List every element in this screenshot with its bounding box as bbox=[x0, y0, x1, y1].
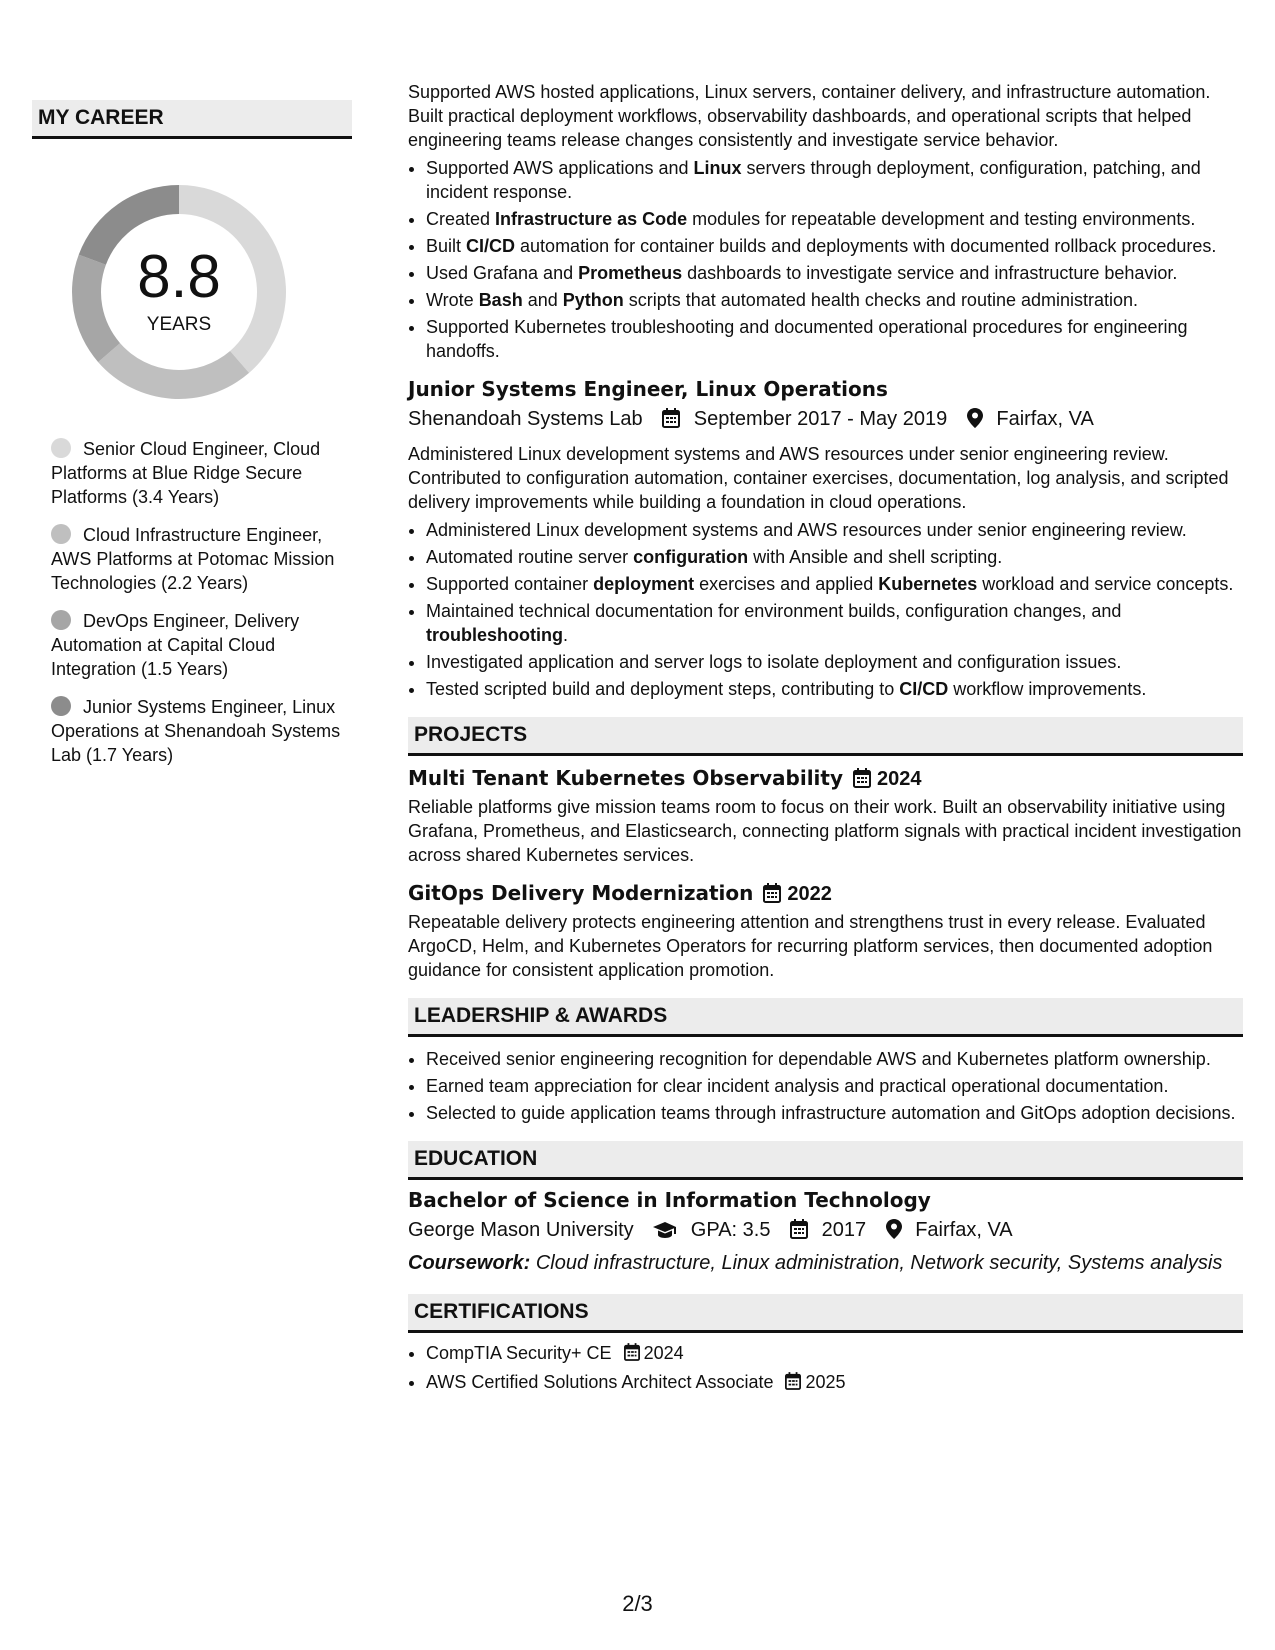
cert-item bbox=[426, 1370, 1243, 1396]
legend-item bbox=[51, 695, 352, 767]
keyword: Python bbox=[562, 290, 624, 310]
legend-dot-icon bbox=[51, 524, 71, 544]
leadership-section bbox=[408, 998, 1243, 1125]
keyword: Kubernetes bbox=[878, 574, 978, 594]
cert-year: 2025 bbox=[805, 1372, 846, 1392]
calendar-icon bbox=[662, 407, 680, 437]
career-legend bbox=[32, 437, 352, 767]
legend-label: DevOps Engineer, Delivery Automation at Capital Cloud Integration (1.5 Years) bbox=[51, 611, 300, 679]
project-year: 2022 bbox=[787, 883, 832, 905]
graduation-cap-icon bbox=[653, 1218, 677, 1248]
edu-meta bbox=[408, 1215, 1243, 1248]
certifications-list bbox=[408, 1341, 1243, 1396]
project-name: GitOps Delivery Modernization bbox=[408, 881, 754, 905]
project-entry bbox=[408, 879, 1243, 982]
list-item: • Administered Linux development systems and AWS resources under senior engineering review. bbox=[426, 518, 1243, 542]
donut-value: 8.8 bbox=[137, 243, 221, 310]
project-name: Multi Tenant Kubernetes Observability bbox=[408, 766, 844, 790]
cert-item bbox=[426, 1341, 1243, 1367]
cert-name: AWS Certified Solutions Architect Associate bbox=[426, 1372, 774, 1392]
project-entry bbox=[408, 764, 1243, 867]
list-item: • Used Grafana and Prometheus dashboards to investigate service and infrastructure behavior. bbox=[426, 261, 1243, 285]
calendar-icon bbox=[853, 767, 871, 795]
projects-header: PROJECTS bbox=[408, 717, 1243, 756]
job-entry-junior-systems bbox=[408, 375, 1243, 701]
job-summary: Supported AWS hosted applications, Linux servers, container delivery, and infrastructure automation. Built practical deployment workflows, observability dashboards, and operational scripts that helped engineering teams release changes consistently and investigate service behavior. bbox=[408, 82, 1211, 150]
list-item: • Built CI/CD automation for container builds and deployments with documented rollback procedures. bbox=[426, 234, 1243, 258]
list-item: • Maintained technical documentation for environment builds, configuration changes, and troubleshooting. bbox=[426, 599, 1243, 647]
projects-section bbox=[408, 717, 1243, 982]
legend-label: Junior Systems Engineer, Linux Operations at Shenandoah Systems Lab (1.7 Years) bbox=[51, 697, 341, 765]
edu-year: 2017 bbox=[821, 1219, 867, 1241]
list-item: • Selected to guide application teams through infrastructure automation and GitOps adoption decisions. bbox=[426, 1101, 1243, 1125]
list-item: • Created Infrastructure as Code modules for repeatable development and testing environments. bbox=[426, 207, 1243, 231]
list-item: • Supported Kubernetes troubleshooting and documented operational procedures for engineering handoffs. bbox=[426, 315, 1243, 363]
legend-item bbox=[51, 609, 352, 681]
keyword: Infrastructure as Code bbox=[495, 209, 688, 229]
list-item: • Supported AWS applications and Linux servers through deployment, configuration, patching, and incident response. bbox=[426, 156, 1243, 204]
career-header: MY CAREER bbox=[32, 100, 352, 139]
keyword: CI/CD bbox=[466, 236, 516, 256]
certifications-header: CERTIFICATIONS bbox=[408, 1294, 1243, 1333]
legend-item bbox=[51, 523, 352, 595]
job-bullets bbox=[408, 156, 1243, 363]
legend-label: Cloud Infrastructure Engineer, AWS Platforms at Potomac Mission Technologies (2.2 Years) bbox=[51, 525, 335, 593]
list-item: • Investigated application and server logs to isolate deployment and configuration issues. bbox=[426, 650, 1243, 674]
edu-location: Fairfax, VA bbox=[915, 1219, 1013, 1241]
edu-school: George Mason University bbox=[408, 1219, 634, 1241]
education-section bbox=[408, 1141, 1243, 1278]
cert-date bbox=[773, 1372, 845, 1392]
legend-dot-icon bbox=[51, 696, 71, 716]
keyword: configuration bbox=[633, 547, 749, 567]
legend-item bbox=[51, 437, 352, 509]
legend-label: Senior Cloud Engineer, Cloud Platforms at Blue Ridge Secure Platforms (3.4 Years) bbox=[51, 439, 321, 507]
job-entry-senior-cloud bbox=[408, 80, 1243, 363]
edu-coursework bbox=[408, 1248, 1243, 1278]
list-item: • Automated routine server configuration with Ansible and shell scripting. bbox=[426, 545, 1243, 569]
legend-dot-icon bbox=[51, 438, 71, 458]
project-desc: Repeatable delivery protects engineering attention and strengthens trust in every release. Evaluated ArgoCD, Helm, and Kubernetes Operators for recurring platform services, then documented adoption guidance for consistent application promotion. bbox=[408, 912, 1213, 980]
certifications-section bbox=[408, 1294, 1243, 1396]
project-title bbox=[408, 879, 1243, 910]
list-item: • Tested scripted build and deployment steps, contributing to CI/CD workflow improvements. bbox=[426, 677, 1243, 701]
edu-degree: Bachelor of Science in Information Technology bbox=[408, 1188, 931, 1212]
job-meta bbox=[408, 404, 1243, 437]
list-item: • Wrote Bash and Python scripts that automated health checks and routine administration. bbox=[426, 288, 1243, 312]
donut-label: YEARS bbox=[146, 314, 212, 335]
cert-date bbox=[612, 1343, 684, 1363]
job-title: Junior Systems Engineer, Linux Operations bbox=[408, 377, 888, 401]
education-header: EDUCATION bbox=[408, 1141, 1243, 1180]
coursework-text: Cloud infrastructure, Linux administration, Network security, Systems analysis bbox=[535, 1252, 1223, 1274]
calendar-icon bbox=[763, 882, 781, 910]
sidebar bbox=[32, 100, 352, 781]
career-donut-chart bbox=[64, 177, 294, 407]
location-pin-icon bbox=[886, 1218, 902, 1248]
keyword: deployment bbox=[593, 574, 695, 594]
project-desc: Reliable platforms give mission teams room to focus on their work. Built an observability initiative using Grafana, Prometheus, and Elasticsearch, connecting platform signals with practical incident investigation across shared Kubernetes services. bbox=[408, 797, 1242, 865]
donut-center bbox=[64, 177, 294, 407]
page-number: 2/3 bbox=[622, 1591, 653, 1616]
list-item: • Supported container deployment exercises and applied Kubernetes workload and service concepts. bbox=[426, 572, 1243, 596]
calendar-icon bbox=[790, 1218, 808, 1248]
leadership-header: LEADERSHIP & AWARDS bbox=[408, 998, 1243, 1037]
job-summary: Administered Linux development systems and AWS resources under senior engineering review. Contributed to configuration automation, container exercises, documentation, log analysis, and scripted delivery improvements while building a foundation in cloud operations. bbox=[408, 444, 1229, 512]
job-company: Shenandoah Systems Lab bbox=[408, 408, 643, 430]
calendar-icon bbox=[624, 1343, 640, 1367]
cert-name: CompTIA Security+ CE bbox=[426, 1343, 612, 1363]
location-pin-icon bbox=[967, 407, 983, 437]
project-year: 2024 bbox=[877, 768, 922, 790]
keyword: troubleshooting bbox=[426, 625, 563, 645]
coursework-label: Coursework: bbox=[408, 1252, 531, 1274]
list-item: • Earned team appreciation for clear incident analysis and practical operational documentation. bbox=[426, 1074, 1243, 1098]
keyword: Bash bbox=[478, 290, 523, 310]
cert-year: 2024 bbox=[643, 1343, 684, 1363]
job-location: Fairfax, VA bbox=[996, 408, 1094, 430]
legend-dot-icon bbox=[51, 610, 71, 630]
keyword: CI/CD bbox=[899, 679, 949, 699]
calendar-icon bbox=[785, 1372, 801, 1396]
main-content bbox=[408, 80, 1243, 1399]
leadership-list bbox=[408, 1047, 1243, 1125]
job-bullets bbox=[408, 518, 1243, 701]
keyword: Linux bbox=[693, 158, 742, 178]
job-dates: September 2017 - May 2019 bbox=[693, 408, 948, 430]
edu-gpa: GPA: 3.5 bbox=[690, 1219, 771, 1241]
list-item: • Received senior engineering recognition for dependable AWS and Kubernetes platform ownership. bbox=[426, 1047, 1243, 1071]
keyword: Prometheus bbox=[578, 263, 683, 283]
project-title bbox=[408, 764, 1243, 795]
